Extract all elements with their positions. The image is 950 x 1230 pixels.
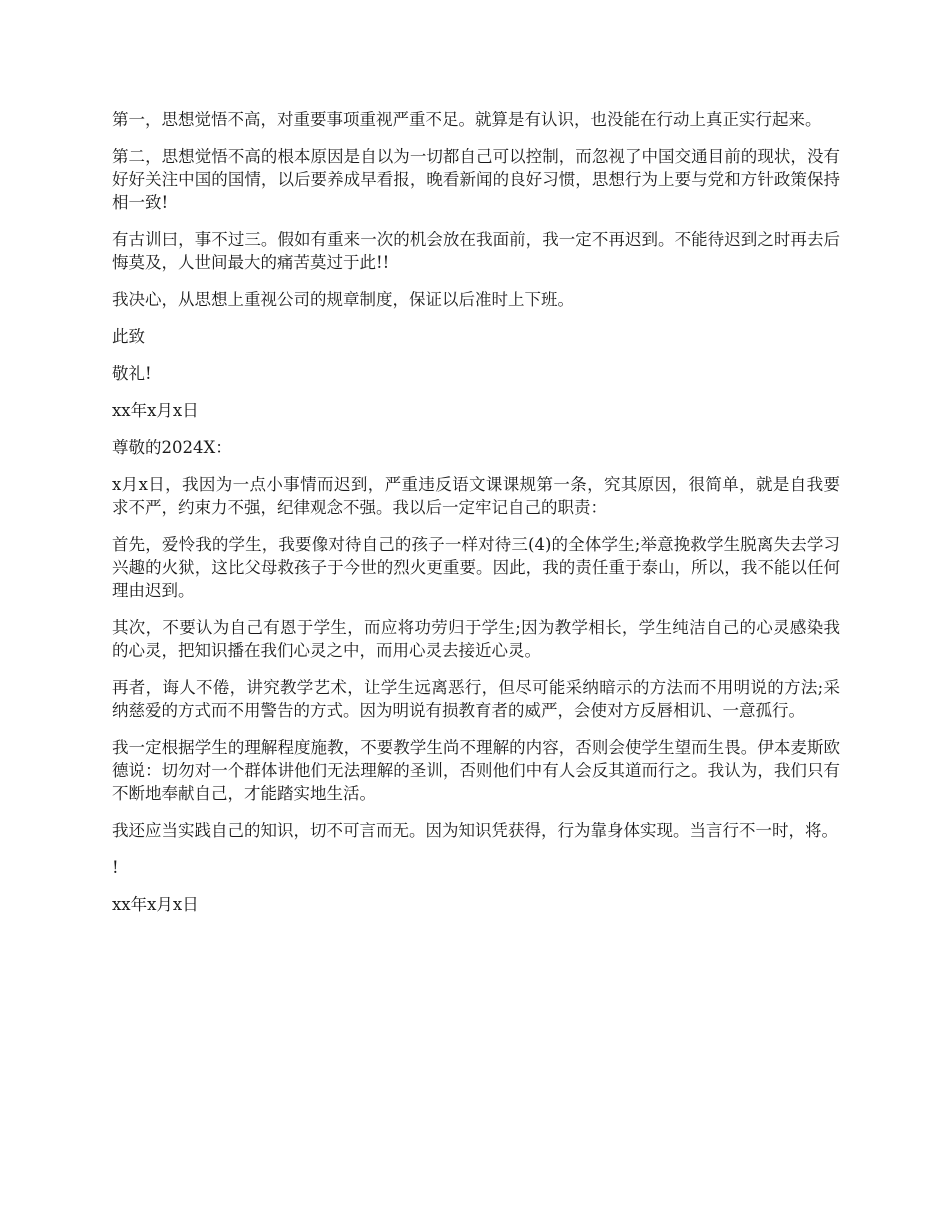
paragraph-9: 我一定根据学生的理解程度施教，不要教学生尚不理解的内容，否则会使学生望而生畏。伊本麦斯欧德说：切勿对一个群体讲他们无法理解的圣训，否则他们中有人会反其道而行之。我认为，我们只有不断地奉献自己，才能踏实地生活。 (112, 738, 840, 803)
paragraph-4: 我决心，从思想上重视公司的规章制度，保证以后准时上下班。 (112, 290, 574, 309)
paragraph-2: 第二，思想觉悟不高的根本原因是自以为一切都自己可以控制，而忽视了中国交通目前的现状，没有好好关注中国的国情，以后要养成早看报，晚看新闻的良好习惯，思想行为上要与党和方针政策保持相一致! (112, 147, 840, 212)
closing-salutation: 此致 (112, 327, 145, 346)
paragraph-6: 首先，爱怜我的学生，我要像对待自己的孩子一样对待三(4)的全体学生;举意挽救学生脱离失去学习兴趣的火狱，这比父母救孩子于今世的烈火更重要。因此，我的责任重于泰山，所以，我不能以任何理由迟到。 (112, 535, 840, 600)
date-line-2: xx年x月x日 (112, 895, 199, 914)
paragraph-8: 再者，诲人不倦，讲究教学艺术，让学生远离恶行，但尽可能采纳暗示的方法而不用明说的方法;采纳慈爱的方式而不用警告的方式。因为明说有损教育者的威严，会使对方反唇相讥、一意孤行。 (112, 678, 840, 720)
paragraph-5: x月x日，我因为一点小事情而迟到，严重违反语文课课规第一条，究其原因，很简单，就是自我要求不严，约束力不强，纪律观念不强。我以后一定牢记自己的职责： (112, 475, 840, 517)
exclamation-line: ! (112, 858, 119, 877)
greeting: 尊敬的2024X： (112, 438, 232, 457)
paragraph-10: 我还应当实践自己的知识，切不可言而无。因为知识凭获得，行为靠身体实现。当言行不一时，将。 (112, 821, 838, 840)
paragraph-3: 有古训曰，事不过三。假如有重来一次的机会放在我面前，我一定不再迟到。不能待迟到之时再去后悔莫及，人世间最大的痛苦莫过于此!! (112, 230, 840, 272)
closing-regards: 敬礼! (112, 364, 152, 383)
paragraph-7: 其次，不要认为自己有恩于学生，而应将功劳归于学生;因为教学相长，学生纯洁自己的心灵感染我的心灵，把知识播在我们心灵之中，而用心灵去接近心灵。 (112, 618, 840, 660)
document-body (112, 108, 840, 930)
paragraph-1: 第一，思想觉悟不高，对重要事项重视严重不足。就算是有认识，也没能在行动上真正实行起来。 (112, 110, 822, 129)
date-line-1: xx年x月x日 (112, 401, 199, 420)
